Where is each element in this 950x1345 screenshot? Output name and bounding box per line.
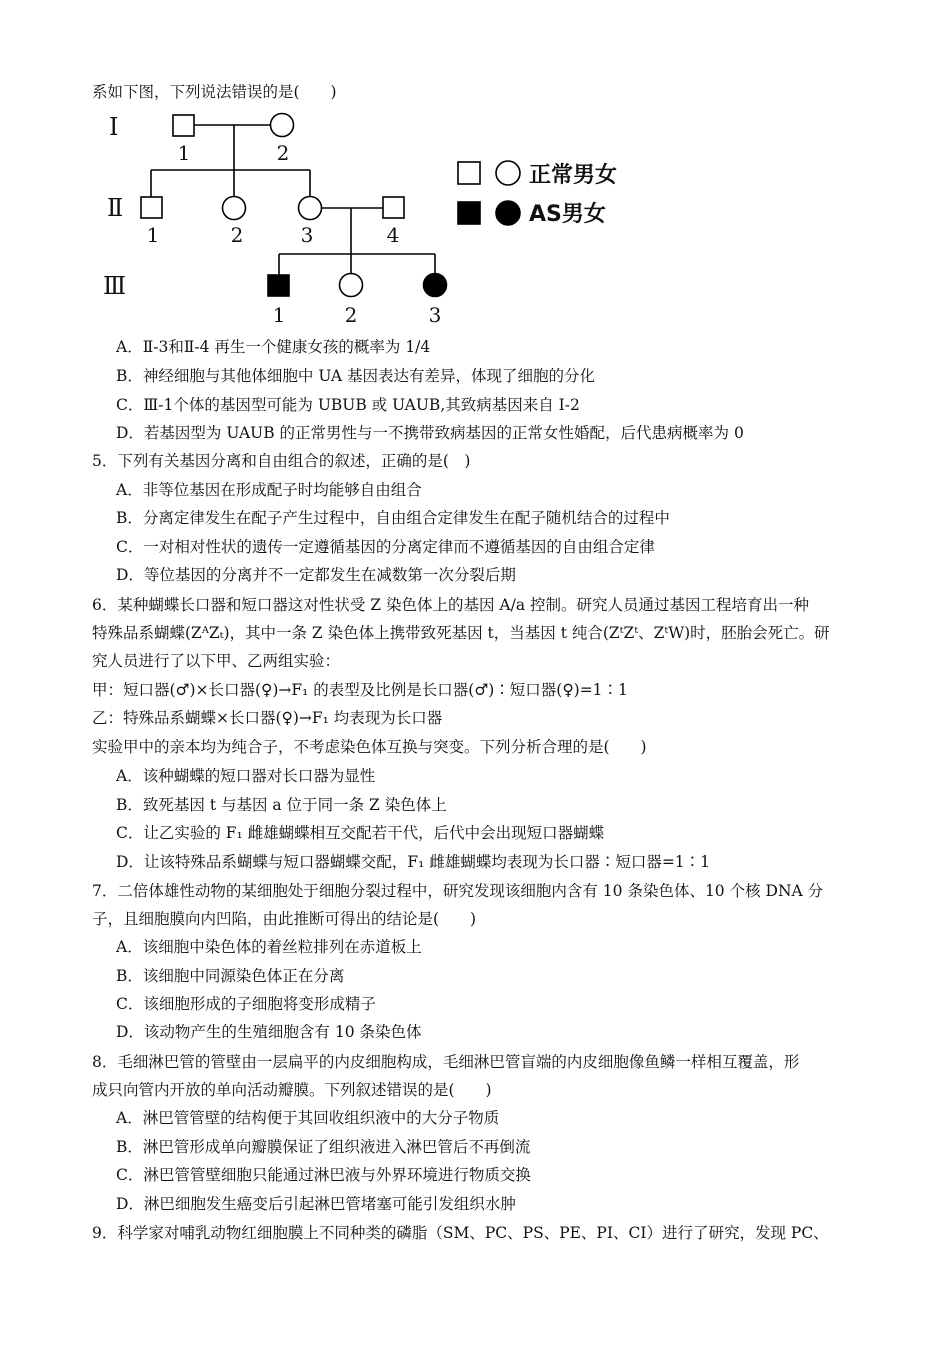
q6-experiment-b: 乙：特殊品系蝴蝶×长口器(♀)→F₁ 均表现为长口器: [92, 709, 443, 727]
q5-option-d: D．等位基因的分离并不一定都发生在减数第一次分裂后期: [116, 566, 516, 584]
q8-stem-1: 8．毛细淋巴管的管壁由一层扁平的内皮细胞构成，毛细淋巴管盲端的内皮细胞像鱼鳞一样相互覆盖，形: [92, 1053, 800, 1071]
q7-option-b: B．该细胞中同源染色体正在分离: [116, 967, 345, 985]
III-3-female-affected: [424, 274, 447, 297]
pedigree-chart: [95, 108, 655, 333]
q4-option-c: C．Ⅲ-1个体的基因型可能为 UBUB 或 UAUB,其致病基因来自 I-2: [116, 396, 580, 414]
q4-option-b: B．神经细胞与其他体细胞中 UA 基因表达有差异，体现了细胞的分化: [116, 367, 596, 385]
III-2-number: 2: [344, 303, 358, 327]
II-3-female-normal: [299, 197, 322, 220]
q7-option-a: A．该细胞中染色体的着丝粒排列在赤道板上: [116, 938, 422, 956]
I-2-number: 2: [276, 141, 290, 165]
I-1-number: 1: [177, 141, 191, 165]
gen-label-I: Ⅰ: [109, 113, 119, 141]
q9-stem-1: 9．科学家对哺乳动物红细胞膜上不同种类的磷脂（SM、PC、PS、PE、PI、CI）进行了研究，发现 PC、: [92, 1224, 829, 1242]
legend-normal-label: 正常男女: [529, 163, 618, 188]
legend-affected-label: AS男女: [529, 202, 606, 227]
q6-experiment-a: 甲：短口器(♂)×长口器(♀)→F₁ 的表型及比例是长口器(♂)∶短口器(♀)=1∶1: [92, 681, 628, 699]
q8-option-c: C．淋巴管管壁细胞只能通过淋巴液与外界环境进行物质交换: [116, 1166, 531, 1184]
q6-option-a: A．该种蝴蝶的短口器对长口器为显性: [116, 767, 376, 785]
q8-option-b: B．淋巴管形成单向瓣膜保证了组织液进入淋巴管后不再倒流: [116, 1138, 531, 1156]
legend-affected-male-icon: [458, 202, 480, 224]
q5-option-b: B．分离定律发生在配子产生过程中，自由组合定律发生在配子随机结合的过程中: [116, 509, 670, 527]
gen-label-II: Ⅱ: [107, 194, 124, 222]
legend-normal-female-icon: [496, 161, 520, 185]
q5-option-a: A．非等位基因在形成配子时均能够自由组合: [116, 481, 422, 499]
q7-option-d: D．该动物产生的生殖细胞含有 10 条染色体: [116, 1023, 422, 1041]
q6-stem-4: 实验甲中的亲本均为纯合子，不考虑染色体互换与突变。下列分析合理的是( ): [92, 738, 647, 756]
legend-affected-female-icon: [496, 201, 520, 225]
legend-normal-male-icon: [458, 162, 480, 184]
q8-option-d: D．淋巴细胞发生癌变后引起淋巴管堵塞可能引发组织水肿: [116, 1195, 516, 1213]
II-1-male-normal: [141, 197, 162, 218]
II-3-number: 3: [300, 223, 314, 247]
q7-option-c: C．该细胞形成的子细胞将变形成精子: [116, 995, 376, 1013]
II-4-number: 4: [386, 223, 400, 247]
II-2-female-normal: [223, 197, 246, 220]
q6-option-c: C．让乙实验的 F₁ 雌雄蝴蝶相互交配若干代，后代中会出现短口器蝴蝶: [116, 824, 605, 842]
I-1-male-normal: [173, 115, 194, 136]
q6-option-b: B．致死基因 t 与基因 a 位于同一条 Z 染色体上: [116, 796, 447, 814]
q5-option-c: C．一对相对性状的遗传一定遵循基因的分离定律而不遵循基因的自由组合定律: [116, 538, 655, 556]
I-2-female-normal: [271, 114, 294, 137]
q4-option-d: D．若基因型为 UAUB 的正常男性与一不携带致病基因的正常女性婚配，后代患病概率为 0: [116, 424, 744, 442]
q6-stem-2: 特殊品系蝴蝶(ZᴬZₜ)，其中一条 Z 染色体上携带致死基因 t，当基因 t 纯合(ZᵗZᵗ、ZᵗW)时，胚胎会死亡。研: [92, 624, 830, 642]
q8-stem-2: 成只向管内开放的单向活动瓣膜。下列叙述错误的是( ): [92, 1081, 492, 1099]
q6-option-d: D．让该特殊品系蝴蝶与短口器蝴蝶交配，F₁ 雌雄蝴蝶均表现为长口器∶短口器=1∶1: [116, 853, 711, 871]
q6-stem-3: 究人员进行了以下甲、乙两组实验：: [92, 652, 341, 670]
III-2-female-normal: [340, 274, 363, 297]
gen-label-III: Ⅲ: [103, 272, 127, 300]
q4-option-a: A．Ⅱ-3和Ⅱ-4 再生一个健康女孩的概率为 1/4: [116, 338, 431, 356]
q8-option-a: A．淋巴管管壁的结构便于其回收组织液中的大分子物质: [116, 1109, 500, 1127]
III-1-male-affected: [268, 275, 289, 296]
q6-stem-1: 6．某种蝴蝶长口器和短口器这对性状受 Z 染色体上的基因 A/a 控制。研究人员通过基因工程培育出一种: [92, 596, 809, 614]
II-4-male-normal: [383, 197, 404, 218]
q7-stem-1: 7．二倍体雄性动物的某细胞处于细胞分裂过程中，研究发现该细胞内含有 10 条染色体、10 个核 DNA 分: [92, 882, 824, 900]
II-2-number: 2: [230, 223, 244, 247]
III-3-number: 3: [428, 303, 442, 327]
III-1-number: 1: [272, 303, 286, 327]
II-1-number: 1: [146, 223, 160, 247]
q4-stem-tail: 系如下图，下列说法错误的是( ): [92, 83, 337, 101]
q5-stem: 5．下列有关基因分离和自由组合的叙述，正确的是( ): [92, 452, 471, 470]
q7-stem-2: 子，且细胞膜向内凹陷，由此推断可得出的结论是( ): [92, 910, 477, 928]
